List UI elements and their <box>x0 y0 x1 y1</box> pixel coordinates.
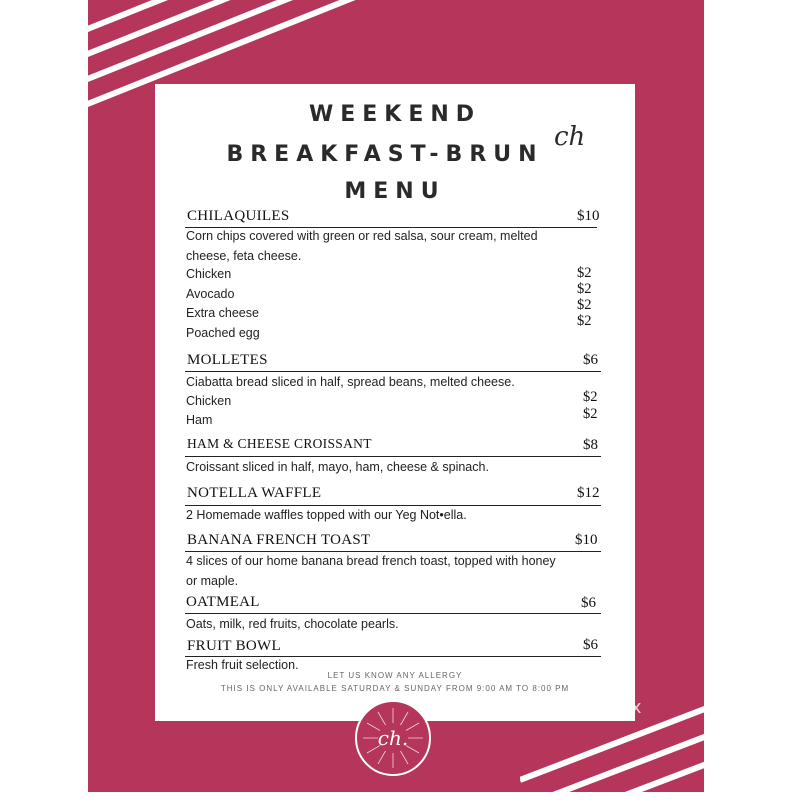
title-breakfast-brunch: BREAKFAST-BRUN <box>226 142 544 167</box>
brand-logo <box>355 700 431 776</box>
title-menu: MENU <box>344 179 446 204</box>
addon-price: $2 <box>577 265 592 281</box>
addon-price: $2 <box>577 281 592 297</box>
item-name-molletes: MOLLETES <box>187 352 268 368</box>
item-price-oatmeal: $6 <box>581 595 596 611</box>
item-name-chilaquiles: CHILAQUILES <box>187 208 290 224</box>
item-name-oatmeal: OATMEAL <box>186 594 260 610</box>
item-price-notella-waffle: $12 <box>577 485 600 501</box>
title-weekend: WEEKEND <box>308 102 482 127</box>
allergy-note: LET US KNOW ANY ALLERGY <box>327 671 463 680</box>
item-description: Oats, milk, red fruits, chocolate pearls. <box>186 617 399 631</box>
availability-note: THIS IS ONLY AVAILABLE SATURDAY & SUNDAY FROM 9:00 AM TO 8:00 PM <box>220 684 570 693</box>
addon-chicken: Chicken <box>186 267 232 281</box>
item-divider <box>185 456 601 457</box>
item-name-ham-cheese-croissant: HAM & CHEESE CROISSANT <box>187 436 372 451</box>
addon-price: $2 <box>577 313 592 329</box>
addon-price: $2 <box>583 389 598 405</box>
addon-price: $2 <box>577 297 592 313</box>
item-description: 4 slices of our home banana bread french toast, topped with honey or maple. <box>186 554 556 588</box>
addon-price: $2 <box>583 406 598 422</box>
addon-poached-egg: Poached egg <box>186 326 260 340</box>
item-price-banana-french-toast: $10 <box>575 532 598 548</box>
item-description: Corn chips covered with green or red salsa, sour cream, melted cheese, feta cheese. <box>186 229 538 263</box>
item-name-banana-french-toast: BANANA FRENCH TOAST <box>187 532 371 548</box>
item-description: Fresh fruit selection. <box>186 658 299 672</box>
item-price-molletes: $6 <box>583 352 598 368</box>
item-description: Croissant sliced in half, mayo, ham, cheese & spinach. <box>186 460 489 474</box>
menu-card <box>155 84 635 721</box>
title-script-ch: ch <box>554 122 586 152</box>
item-name-fruit-bowl: FRUIT BOWL <box>187 638 281 654</box>
logo-text: ch. <box>377 726 409 750</box>
addon-chicken: Chicken <box>186 394 232 408</box>
item-divider <box>185 371 601 372</box>
item-price-croissant: $8 <box>583 437 598 453</box>
addon-extra-cheese: Extra cheese <box>186 306 259 320</box>
item-price-fruit-bowl: $6 <box>583 637 598 653</box>
item-description: 2 Homemade waffles topped with our Yeg Not•ella. <box>186 508 467 522</box>
addon-avocado: Avocado <box>186 287 235 301</box>
watermark: menupix <box>560 697 643 718</box>
item-name-notella-waffle: NOTELLA WAFFLE <box>187 485 322 501</box>
item-divider <box>185 613 601 614</box>
item-price-chilaquiles: $10 <box>577 208 600 224</box>
item-description: Ciabatta bread sliced in half, spread beans, melted cheese. <box>186 375 515 389</box>
addon-ham: Ham <box>186 413 213 427</box>
